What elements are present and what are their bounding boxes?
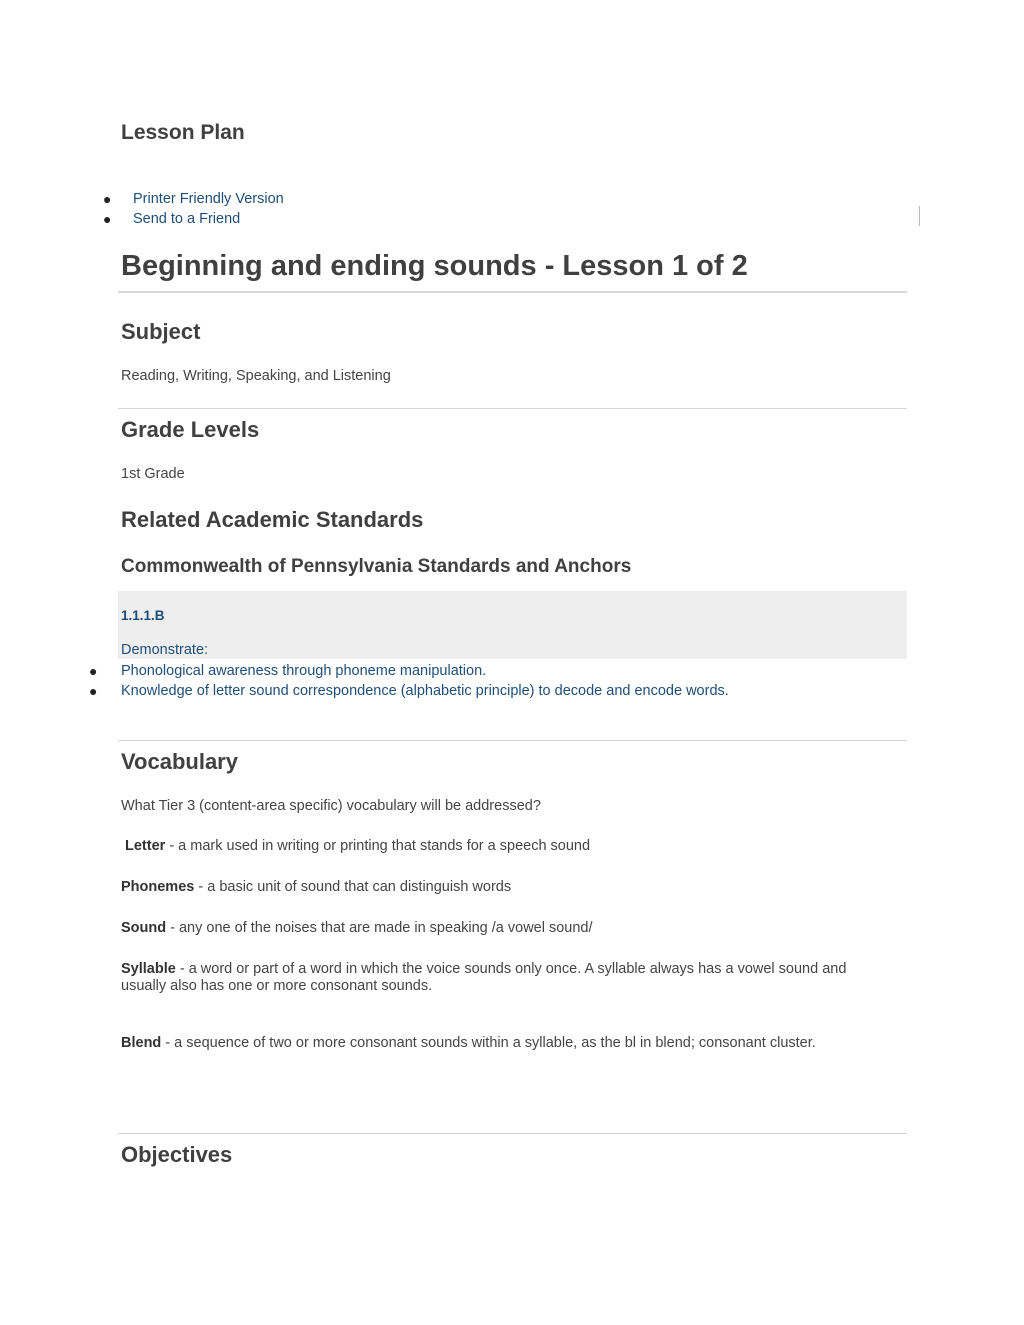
lesson-title: Beginning and ending sounds - Lesson 1 of 2 (121, 250, 748, 282)
grade-levels-value: 1st Grade (121, 466, 185, 482)
vocab-entry (121, 1035, 891, 1052)
standard-box (118, 591, 907, 659)
vocab-definition: - a sequence of two or more consonant sounds within a syllable, as the bl in blend; consonant cluster. (161, 1035, 816, 1051)
vocab-term: Syllable (121, 961, 176, 977)
bullet-icon: ● (89, 663, 98, 679)
standard-item: Phonological awareness through phoneme manipulation. (121, 663, 487, 679)
bullet-icon: ● (103, 211, 112, 227)
send-to-friend-link[interactable]: Send to a Friend (133, 211, 241, 227)
bullet-icon: ● (103, 191, 112, 207)
vocab-entry (121, 879, 891, 896)
standards-heading: Related Academic Standards (121, 507, 424, 532)
title-divider (118, 291, 907, 293)
vocab-definition: - a word or part of a word in which the voice sounds only once. A syllable always has a vowel sound and usually also has one or more consonant sounds. (121, 961, 847, 994)
vocabulary-heading: Vocabulary (121, 749, 238, 774)
page-title: Lesson Plan (121, 121, 245, 144)
vocab-definition: - a basic unit of sound that can distinguish words (194, 879, 512, 895)
section-divider (118, 1133, 907, 1134)
section-divider (118, 408, 907, 409)
vocab-entry (121, 961, 891, 995)
subject-value: Reading, Writing, Speaking, and Listening (121, 368, 391, 384)
standard-intro: Demonstrate: (121, 642, 209, 658)
vocab-entry (121, 920, 891, 937)
vocab-term: Letter (125, 838, 166, 854)
objectives-heading: Objectives (121, 1142, 233, 1167)
standard-item: Knowledge of letter sound correspondence (alphabetic principle) to decode and encode words. (121, 683, 729, 699)
divider (919, 206, 920, 226)
bullet-icon: ● (89, 683, 98, 699)
section-divider (118, 740, 907, 741)
subject-heading: Subject (121, 319, 201, 344)
standards-subheading: Commonwealth of Pennsylvania Standards and Anchors (121, 556, 632, 577)
vocab-term: Phonemes (121, 879, 195, 895)
standard-code[interactable]: 1.1.1.B (121, 608, 165, 623)
vocab-definition: - a mark used in writing or printing that stands for a speech sound (165, 838, 591, 854)
vocabulary-prompt: What Tier 3 (content-area specific) vocabulary will be addressed? (121, 798, 541, 814)
vocab-term: Sound (121, 920, 167, 936)
printer-friendly-link[interactable]: Printer Friendly Version (133, 191, 284, 207)
vocab-term: Blend (121, 1035, 162, 1051)
vocab-definition: - any one of the noises that are made in speaking /a vowel sound/ (166, 920, 593, 936)
grade-levels-heading: Grade Levels (121, 417, 260, 442)
vocab-entry (125, 838, 895, 855)
